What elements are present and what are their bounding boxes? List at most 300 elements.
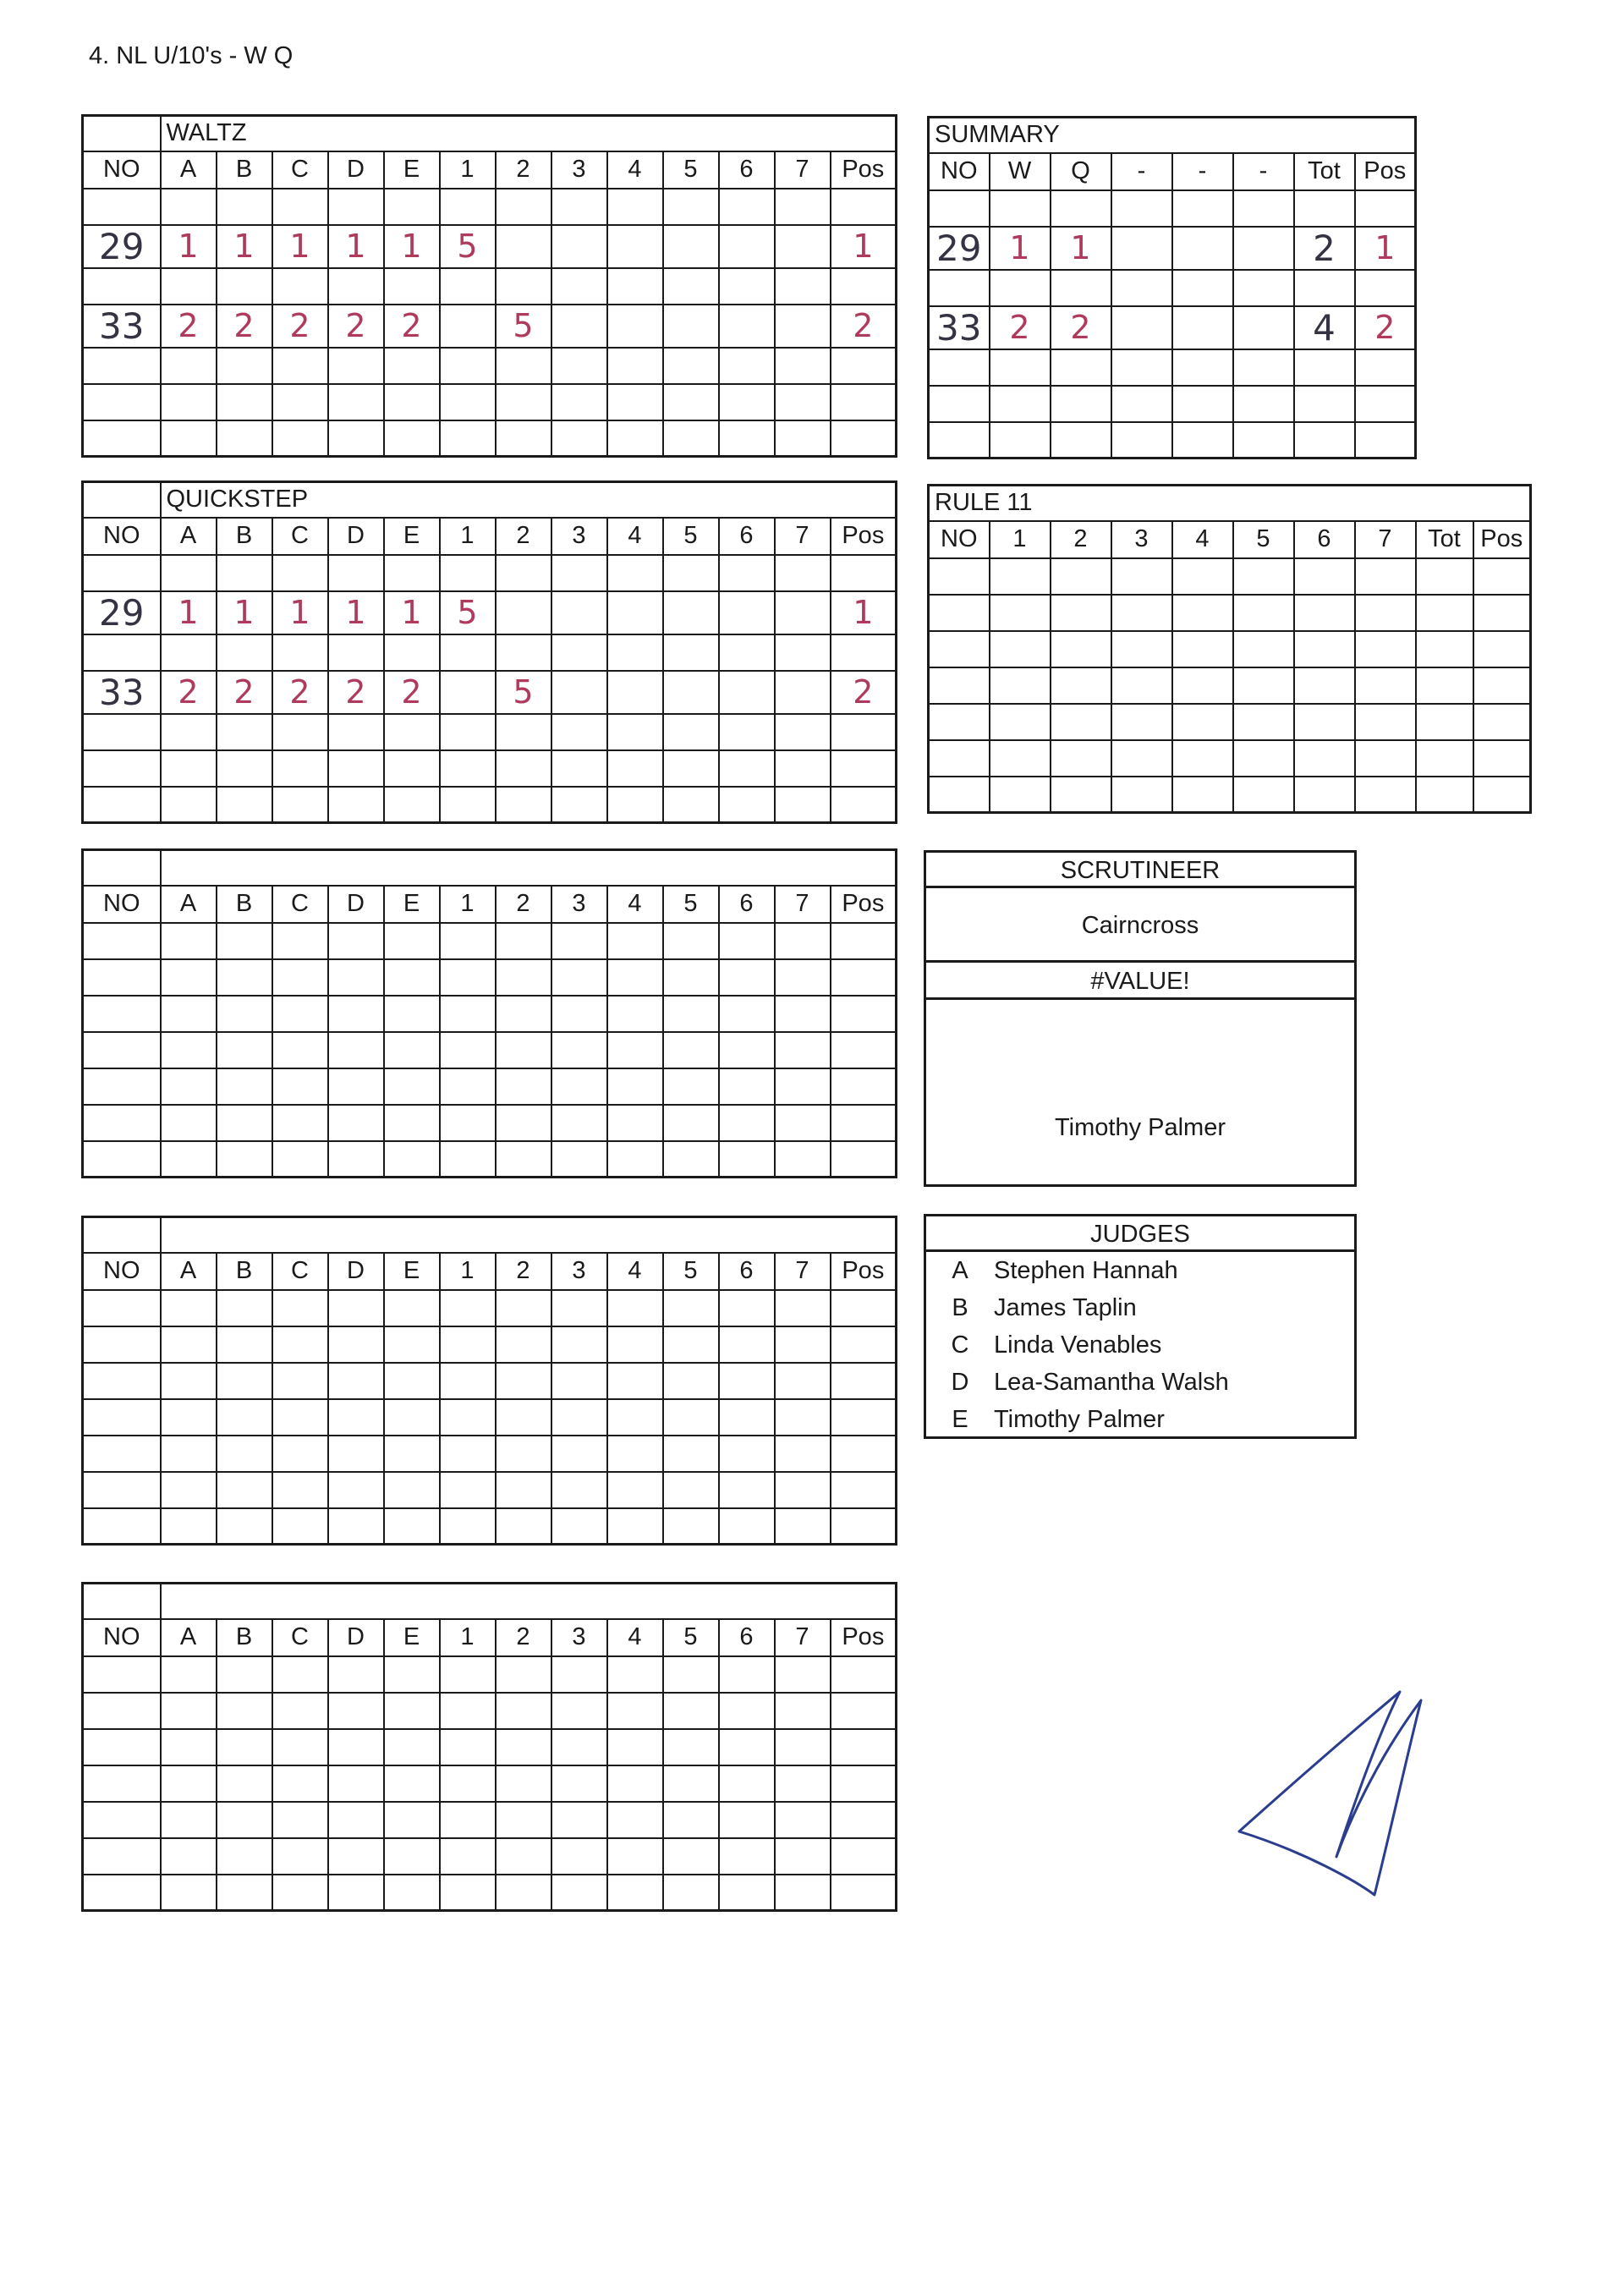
- empty-cell: [83, 787, 161, 823]
- empty-cell: [775, 1326, 831, 1363]
- empty-cell: [272, 1656, 328, 1693]
- table-row: [83, 1875, 897, 1911]
- empty-cell: [161, 1729, 217, 1765]
- empty-cell: [440, 1765, 496, 1802]
- mark-cell: 5: [440, 591, 496, 634]
- empty-cell: [328, 787, 384, 823]
- empty-cell: [663, 1656, 719, 1693]
- judge-letter: B: [952, 1294, 968, 1321]
- empty-cell: [775, 1729, 831, 1765]
- column-header: B: [217, 151, 272, 189]
- empty-cell: [496, 1068, 551, 1105]
- mark-cell: [775, 225, 831, 268]
- empty-cell: [83, 634, 161, 671]
- empty-cell: [719, 1399, 775, 1436]
- table-row: [929, 227, 1416, 270]
- empty-cell: [775, 1765, 831, 1802]
- empty-cell: [83, 1472, 161, 1508]
- judge-row: [926, 1364, 1354, 1401]
- empty-cell: [775, 1693, 831, 1729]
- empty-cell: [384, 1875, 440, 1911]
- empty-cell: [217, 1399, 272, 1436]
- column-header: 7: [775, 1619, 831, 1656]
- empty-cell: [607, 1326, 663, 1363]
- empty-cell: [831, 750, 897, 787]
- empty-cell: [1051, 386, 1111, 422]
- empty-cell: [1111, 595, 1172, 631]
- empty-cell: [161, 189, 217, 225]
- empty-cell: [551, 996, 607, 1032]
- empty-cell: [929, 631, 990, 667]
- empty-cell: [272, 959, 328, 996]
- table-row: [83, 714, 897, 750]
- column-header: 7: [775, 151, 831, 189]
- empty-cell: [83, 189, 161, 225]
- column-header: -: [1172, 153, 1233, 190]
- empty-cell: [440, 1436, 496, 1472]
- empty-cell: [496, 384, 551, 420]
- empty-cell: [272, 1508, 328, 1545]
- empty-cell: [440, 1068, 496, 1105]
- mark-cell: 2: [217, 671, 272, 714]
- empty-cell: [1294, 667, 1355, 704]
- empty-cell: [272, 1399, 328, 1436]
- table-row: [83, 1508, 897, 1545]
- empty-cell: [831, 384, 897, 420]
- empty-cell: [607, 923, 663, 959]
- summary-cell: [1233, 306, 1294, 349]
- blank-marks-table-4: [81, 1216, 897, 1546]
- empty-cell: [328, 714, 384, 750]
- empty-cell: [496, 1729, 551, 1765]
- empty-cell: [328, 1875, 384, 1911]
- empty-cell: [663, 1290, 719, 1326]
- empty-cell: [161, 1105, 217, 1141]
- column-header: 1: [440, 1619, 496, 1656]
- empty-cell: [217, 420, 272, 457]
- empty-cell: [384, 923, 440, 959]
- empty-cell: [217, 1838, 272, 1875]
- empty-cell: [607, 1032, 663, 1068]
- table-row: [929, 667, 1531, 704]
- empty-cell: [384, 1363, 440, 1399]
- empty-cell: [496, 1363, 551, 1399]
- empty-cell: [496, 923, 551, 959]
- empty-cell: [1233, 190, 1294, 227]
- empty-cell: [496, 1399, 551, 1436]
- empty-cell: [551, 1838, 607, 1875]
- empty-cell: [384, 1032, 440, 1068]
- empty-cell: [775, 1399, 831, 1436]
- empty-cell: [328, 1472, 384, 1508]
- empty-cell: [831, 1765, 897, 1802]
- empty-cell: [607, 420, 663, 457]
- empty-cell: [551, 959, 607, 996]
- empty-cell: [1051, 777, 1111, 813]
- empty-cell: [496, 996, 551, 1032]
- mark-cell: 5: [496, 671, 551, 714]
- empty-cell: [663, 750, 719, 787]
- empty-cell: [663, 714, 719, 750]
- empty-cell: [440, 1290, 496, 1326]
- empty-cell: [328, 1068, 384, 1105]
- summary-table: [927, 116, 1417, 459]
- empty-cell: [217, 1141, 272, 1178]
- empty-cell: [496, 555, 551, 591]
- empty-cell: [607, 1472, 663, 1508]
- empty-cell: [384, 1656, 440, 1693]
- empty-cell: [384, 787, 440, 823]
- empty-cell: [440, 714, 496, 750]
- empty-cell: [328, 1436, 384, 1472]
- empty-cell: [1172, 270, 1233, 306]
- column-header: 6: [719, 151, 775, 189]
- empty-cell: [440, 1472, 496, 1508]
- empty-cell: [990, 386, 1051, 422]
- empty-cell: [663, 1326, 719, 1363]
- empty-cell: [328, 1326, 384, 1363]
- empty-cell: [83, 1802, 161, 1838]
- empty-cell: [1051, 422, 1111, 458]
- empty-cell: [607, 348, 663, 384]
- empty-cell: [161, 420, 217, 457]
- empty-cell: [1233, 386, 1294, 422]
- mark-cell: 1: [831, 591, 897, 634]
- empty-cell: [83, 1508, 161, 1545]
- empty-cell: [440, 1032, 496, 1068]
- empty-cell: [990, 740, 1051, 777]
- mark-cell: [496, 591, 551, 634]
- empty-cell: [990, 422, 1051, 458]
- empty-cell: [831, 1802, 897, 1838]
- empty-cell: [1294, 270, 1355, 306]
- judge-letter: D: [951, 1369, 969, 1396]
- column-header: 4: [607, 518, 663, 555]
- empty-cell: [217, 1802, 272, 1838]
- empty-cell: [272, 1363, 328, 1399]
- empty-cell: [831, 1875, 897, 1911]
- mark-cell: [551, 591, 607, 634]
- empty-cell: [607, 1508, 663, 1545]
- mark-cell: [775, 671, 831, 714]
- empty-cell: [83, 923, 161, 959]
- empty-cell: [663, 1068, 719, 1105]
- empty-cell: [1355, 190, 1416, 227]
- table-title: [161, 850, 897, 886]
- empty-cell: [272, 348, 328, 384]
- empty-cell: [607, 1436, 663, 1472]
- empty-cell: [161, 959, 217, 996]
- empty-cell: [272, 1032, 328, 1068]
- empty-cell: [83, 1326, 161, 1363]
- column-header: NO: [83, 151, 161, 189]
- empty-cell: [719, 268, 775, 305]
- mark-cell: [775, 591, 831, 634]
- empty-cell: [551, 1290, 607, 1326]
- mark-cell: 2: [161, 671, 217, 714]
- column-header: 3: [551, 151, 607, 189]
- empty-cell: [607, 1729, 663, 1765]
- empty-cell: [607, 384, 663, 420]
- mark-cell: 2: [217, 305, 272, 348]
- empty-cell: [328, 1290, 384, 1326]
- table-row: [83, 671, 897, 714]
- empty-cell: [272, 1326, 328, 1363]
- empty-cell: [607, 1141, 663, 1178]
- empty-cell: [272, 1838, 328, 1875]
- empty-cell: [1294, 422, 1355, 458]
- empty-cell: [384, 1508, 440, 1545]
- column-header: A: [161, 886, 217, 923]
- judge-letter: C: [951, 1331, 969, 1359]
- empty-cell: [440, 1656, 496, 1693]
- summary-cell: 1: [990, 227, 1051, 270]
- empty-cell: [831, 1508, 897, 1545]
- empty-cell: [775, 1363, 831, 1399]
- quickstep-marks-table: [81, 480, 897, 824]
- empty-cell: [1294, 777, 1355, 813]
- empty-cell: [83, 996, 161, 1032]
- empty-cell: [217, 1068, 272, 1105]
- empty-cell: [607, 268, 663, 305]
- column-header: 4: [607, 1253, 663, 1290]
- empty-cell: [719, 1656, 775, 1693]
- empty-cell: [1172, 777, 1233, 813]
- empty-cell: [607, 1693, 663, 1729]
- mark-cell: [719, 671, 775, 714]
- empty-cell: [929, 270, 990, 306]
- mark-cell: 2: [384, 671, 440, 714]
- empty-cell: [990, 704, 1051, 740]
- empty-cell: [719, 634, 775, 671]
- empty-cell: [551, 1068, 607, 1105]
- empty-cell: [217, 1508, 272, 1545]
- mark-cell: [607, 591, 663, 634]
- column-header: Pos: [831, 151, 897, 189]
- column-header: 2: [1051, 521, 1111, 558]
- column-header: C: [272, 1253, 328, 1290]
- empty-cell: [663, 384, 719, 420]
- empty-cell: [1355, 270, 1416, 306]
- table-row: [929, 558, 1531, 595]
- empty-cell: [831, 1105, 897, 1141]
- empty-cell: [272, 714, 328, 750]
- empty-cell: [272, 1802, 328, 1838]
- empty-cell: [83, 714, 161, 750]
- empty-cell: [496, 420, 551, 457]
- table-row: [929, 777, 1531, 813]
- mark-cell: [551, 305, 607, 348]
- blank-marks-table-5: [81, 1582, 897, 1912]
- column-header: 2: [496, 1253, 551, 1290]
- empty-cell: [83, 1032, 161, 1068]
- empty-cell: [440, 996, 496, 1032]
- empty-cell: [161, 714, 217, 750]
- table-row: [83, 420, 897, 457]
- empty-cell: [607, 750, 663, 787]
- table-title: [161, 1217, 897, 1253]
- column-header: C: [272, 151, 328, 189]
- empty-cell: [217, 189, 272, 225]
- column-header: 3: [551, 518, 607, 555]
- empty-cell: [1355, 595, 1416, 631]
- empty-cell: [440, 348, 496, 384]
- empty-cell: [83, 1363, 161, 1399]
- empty-cell: [272, 1105, 328, 1141]
- empty-cell: [384, 268, 440, 305]
- empty-cell: [775, 420, 831, 457]
- empty-cell: [384, 1838, 440, 1875]
- empty-cell: [551, 420, 607, 457]
- empty-cell: [551, 1729, 607, 1765]
- column-header: 1: [440, 886, 496, 923]
- empty-cell: [775, 1290, 831, 1326]
- column-header: 1: [440, 151, 496, 189]
- empty-cell: [719, 1290, 775, 1326]
- scrutineer-name: Cairncross: [926, 888, 1354, 963]
- judges-box: [924, 1214, 1357, 1439]
- empty-cell: [929, 595, 990, 631]
- empty-cell: [384, 1399, 440, 1436]
- mark-cell: [551, 671, 607, 714]
- empty-cell: [272, 1290, 328, 1326]
- empty-cell: [607, 1290, 663, 1326]
- empty-cell: [775, 750, 831, 787]
- empty-cell: [551, 787, 607, 823]
- empty-cell: [328, 1765, 384, 1802]
- empty-cell: [384, 634, 440, 671]
- empty-cell: [1416, 740, 1473, 777]
- empty-cell: [217, 555, 272, 591]
- table-row: [929, 349, 1416, 386]
- empty-cell: [217, 714, 272, 750]
- column-header: 4: [1172, 521, 1233, 558]
- empty-cell: [607, 1068, 663, 1105]
- empty-cell: [1233, 422, 1294, 458]
- empty-cell: [831, 923, 897, 959]
- empty-cell: [496, 348, 551, 384]
- empty-cell: [384, 1068, 440, 1105]
- empty-cell: [384, 555, 440, 591]
- empty-cell: [83, 420, 161, 457]
- empty-cell: [1233, 595, 1294, 631]
- empty-cell: [1355, 422, 1416, 458]
- empty-cell: [831, 787, 897, 823]
- empty-cell: [217, 923, 272, 959]
- empty-cell: [929, 667, 990, 704]
- empty-cell: [990, 190, 1051, 227]
- empty-cell: [272, 555, 328, 591]
- empty-cell: [496, 714, 551, 750]
- empty-cell: [496, 1656, 551, 1693]
- empty-cell: [161, 1141, 217, 1178]
- table-title: SUMMARY: [929, 118, 1416, 153]
- mark-cell: [663, 591, 719, 634]
- table-row: [83, 305, 897, 348]
- mark-cell: [719, 225, 775, 268]
- column-header: B: [217, 886, 272, 923]
- empty-cell: [440, 1729, 496, 1765]
- empty-cell: [328, 555, 384, 591]
- empty-cell: [217, 1105, 272, 1141]
- empty-cell: [775, 959, 831, 996]
- mark-cell: 1: [328, 225, 384, 268]
- empty-cell: [929, 740, 990, 777]
- summary-cell: [1233, 227, 1294, 270]
- empty-cell: [1233, 558, 1294, 595]
- judges-list: [926, 1252, 1354, 1438]
- table-row: [83, 225, 897, 268]
- empty-cell: [384, 1436, 440, 1472]
- empty-cell: [663, 1765, 719, 1802]
- empty-cell: [719, 1802, 775, 1838]
- empty-cell: [663, 1508, 719, 1545]
- empty-cell: [440, 1875, 496, 1911]
- empty-cell: [551, 1656, 607, 1693]
- empty-cell: [775, 1656, 831, 1693]
- empty-cell: [496, 1765, 551, 1802]
- empty-cell: [83, 1729, 161, 1765]
- empty-cell: [384, 1729, 440, 1765]
- empty-cell: [328, 420, 384, 457]
- empty-cell: [831, 714, 897, 750]
- mark-cell: 1: [384, 225, 440, 268]
- empty-cell: [831, 1068, 897, 1105]
- empty-cell: [83, 1141, 161, 1178]
- empty-cell: [328, 959, 384, 996]
- table-row: [83, 1693, 897, 1729]
- empty-cell: [663, 1802, 719, 1838]
- table-row: [83, 787, 897, 823]
- column-header: Tot: [1294, 153, 1355, 190]
- judge-row: [926, 1401, 1354, 1438]
- empty-cell: [83, 268, 161, 305]
- empty-cell: [663, 996, 719, 1032]
- mark-cell: [663, 305, 719, 348]
- table-row: [929, 595, 1531, 631]
- empty-cell: [831, 348, 897, 384]
- summary-cell: [1172, 306, 1233, 349]
- empty-cell: [719, 1105, 775, 1141]
- column-header: A: [161, 151, 217, 189]
- empty-cell: [496, 1326, 551, 1363]
- table-title: [161, 1584, 897, 1619]
- empty-cell: [663, 787, 719, 823]
- empty-cell: [440, 1141, 496, 1178]
- judge-row: [926, 1326, 1354, 1364]
- empty-cell: [719, 714, 775, 750]
- empty-cell: [1355, 740, 1416, 777]
- table-row: [83, 750, 897, 787]
- empty-cell: [272, 787, 328, 823]
- empty-cell: [929, 704, 990, 740]
- empty-cell: [328, 1656, 384, 1693]
- empty-cell: [384, 714, 440, 750]
- empty-cell: [719, 787, 775, 823]
- table-title: QUICKSTEP: [161, 482, 897, 518]
- empty-cell: [1111, 704, 1172, 740]
- empty-cell: [384, 420, 440, 457]
- empty-cell: [551, 555, 607, 591]
- empty-cell: [328, 1802, 384, 1838]
- column-header: 3: [551, 1253, 607, 1290]
- empty-cell: [1416, 595, 1473, 631]
- empty-cell: [1172, 740, 1233, 777]
- mark-cell: 1: [217, 591, 272, 634]
- empty-cell: [384, 1105, 440, 1141]
- empty-cell: [775, 1838, 831, 1875]
- empty-cell: [551, 714, 607, 750]
